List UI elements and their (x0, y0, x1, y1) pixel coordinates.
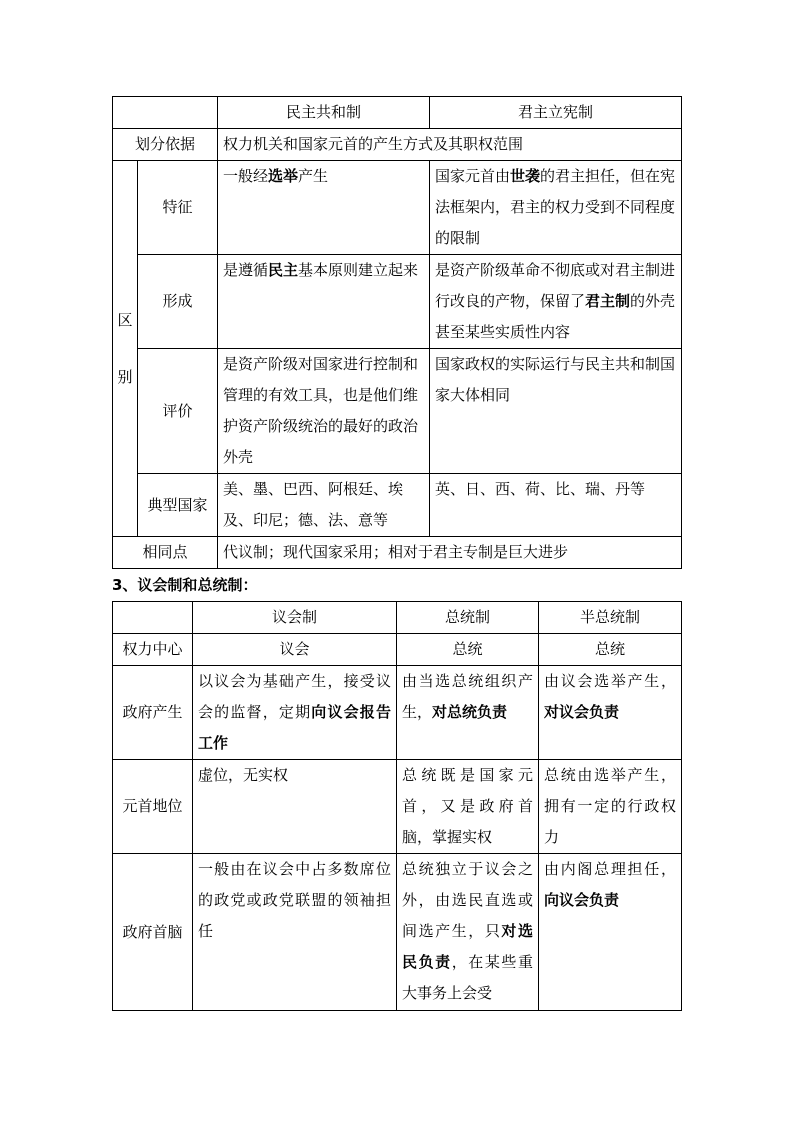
features-monarchy: 国家元首由世袭的君主担任，但在宪法框架内，君主的权力受到不同程度的限制 (430, 161, 682, 255)
header-parliamentary: 议会制 (193, 602, 397, 634)
row-label-evaluation: 评价 (138, 349, 218, 474)
section-heading: 3、议会制和总统制： (112, 576, 258, 594)
formation-monarchy: 是资产阶级革命不彻底或对君主制进行改良的产物，保留了君主制的外壳甚至某些实质性内容 (430, 255, 682, 349)
row-label-head-status: 元首地位 (113, 760, 193, 854)
head-status-parliamentary: 虚位，无实权 (193, 760, 397, 854)
gov-head-semi-presidential: 由内阁总理担任，向议会负责 (539, 854, 682, 1011)
republic-vs-monarchy-table (112, 96, 682, 569)
power-center-semi-presidential: 总统 (539, 634, 682, 666)
features-republic: 一般经选举产生 (218, 161, 430, 255)
row-label-typical-countries: 典型国家 (138, 474, 218, 537)
evaluation-republic: 是资产阶级对国家进行控制和管理的有效工具，也是他们维护资产阶级统治的最好的政治外壳 (218, 349, 430, 474)
typical-countries-monarchy: 英、日、西、荷、比、瑞、丹等 (430, 474, 682, 537)
gov-formation-parliamentary: 以议会为基础产生，接受议会的监督，定期向议会报告工作 (193, 666, 397, 760)
head-status-presidential: 总统既是国家元首，又是政府首脑，掌握实权 (397, 760, 539, 854)
gov-head-parliamentary: 一般由在议会中占多数席位的政党或政党联盟的领袖担任 (193, 854, 397, 1011)
header-semi-presidential: 半总统制 (539, 602, 682, 634)
power-center-presidential: 总统 (397, 634, 539, 666)
header-constitutional-monarchy: 君主立宪制 (430, 97, 682, 129)
gov-formation-semi-presidential: 由议会选举产生，对议会负责 (539, 666, 682, 760)
row-label-gov-formation: 政府产生 (113, 666, 193, 760)
typical-countries-republic: 美、墨、巴西、阿根廷、埃及、印尼；德、法、意等 (218, 474, 430, 537)
common-text: 代议制；现代国家采用；相对于君主专制是巨大进步 (218, 537, 682, 569)
basis-text: 权力机关和国家元首的产生方式及其职权范围 (218, 129, 682, 161)
row-label-gov-head: 政府首脑 (113, 854, 193, 1011)
header-presidential: 总统制 (397, 602, 539, 634)
formation-republic: 是遵循民主基本原则建立起来 (218, 255, 430, 349)
row-label-features: 特征 (138, 161, 218, 255)
row-label-formation: 形成 (138, 255, 218, 349)
header-democratic-republic: 民主共和制 (218, 97, 430, 129)
common-label: 相同点 (113, 537, 218, 569)
head-status-semi-presidential: 总统由选举产生，拥有一定的行政权力 (539, 760, 682, 854)
difference-group-label: 区 别 (113, 161, 138, 537)
basis-label: 划分依据 (113, 129, 218, 161)
header-empty-cell (113, 602, 193, 634)
gov-formation-presidential: 由当选总统组织产生，对总统负责 (397, 666, 539, 760)
header-empty-cell (113, 97, 218, 129)
row-label-power-center: 权力中心 (113, 634, 193, 666)
evaluation-monarchy: 国家政权的实际运行与民主共和制国家大体相同 (430, 349, 682, 474)
parliamentary-vs-presidential-table (112, 601, 682, 1011)
gov-head-presidential: 总统独立于议会之外，由选民直选或间选产生，只对选民负责，在某些重大事务上会受 (397, 854, 539, 1011)
power-center-parliamentary: 议会 (193, 634, 397, 666)
